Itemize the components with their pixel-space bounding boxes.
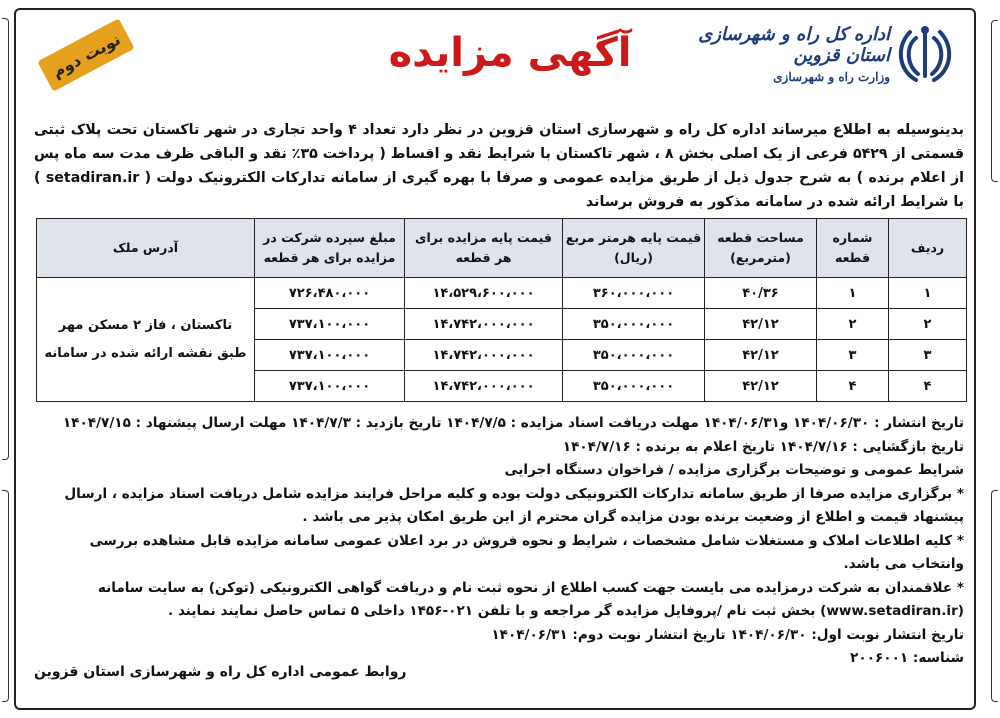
cell-area: ۴۲/۱۲ <box>705 340 817 371</box>
table-row <box>37 278 967 309</box>
publish-dates: تاریخ انتشار نوبت اول: ۱۴۰۴/۰۶/۳۰ تاریخ انتشار نوبت دوم: ۱۴۰۴/۰۶/۳۱ <box>491 626 964 643</box>
header-base-price: قیمت پایه مزایده برای هر قطعه <box>405 219 563 278</box>
header <box>30 18 960 106</box>
cell-deposit: ۷۳۷،۱۰۰،۰۰۰ <box>255 309 405 340</box>
right-edge-mark <box>991 20 998 182</box>
address-line-1: تاکستان ، فاز ۲ مسکن مهر <box>58 317 233 333</box>
cell-lot-number: ۲ <box>817 309 889 340</box>
cell-base-price: ۱۴،۵۲۹،۶۰۰،۰۰۰ <box>405 278 563 309</box>
right-edge-mark-lower <box>991 490 998 702</box>
left-edge-mark <box>2 18 9 460</box>
intro-paragraph: بدینوسیله به اطلاع میرساند اداره کل راه و شهرسازی استان قزوین در نظر دارد تعداد ۴ واحد تجاری در شهر تاکستان تحت پلاک ثبتی قسمتی از ۵۴۲۹ فرعی از یک اصلی بخش ۸ ، شهر تاکستان با شرایط نقد و اقساط ( پرداخت ۳۵٪ نقد و الباقی ظرف مدت سه ماه پس از اعلام برنده ) به شرح جدول ذیل از طریق مزایده عمومی و صرفا با بهره گیری از سامانه تدارکات الکترونیک دولت ( setadiran.ir ) با شرایط ارائه شده در سامانه مذکور به فروش برساند <box>34 122 964 210</box>
cell-area: ۴۲/۱۲ <box>705 371 817 402</box>
condition-bullet-2: * کلیه اطلاعات املاک و مستغلات شامل مشخصات ، شرایط و نحوه فروش در برد اعلان عمومی سامانه مزایده قابل مشاهده بررسی وانتخاب می باشد. <box>89 532 964 572</box>
opening-dates-line: تاریخ بازگشایی : ۱۴۰۴/۷/۱۶ تاریخ اعلام به برنده : ۱۴۰۴/۷/۱۶ <box>562 438 964 455</box>
cell-base-price: ۱۴،۷۴۲،۰۰۰،۰۰۰ <box>405 309 563 340</box>
cell-row-number: ۲ <box>889 309 967 340</box>
condition-bullet-1: * برگزاری مزایده صرفا از طریق سامانه تدارکات الکترونیکی دولت بوده و کلیه مراحل فرایند مزایده شامل دریافت اسناد مزایده ، ارسال پیشنهاد قیمت و اطلاع از وضعیت برنده بودن مزایده گران محترم از این طریق امکان پذیر می باشد . <box>64 485 964 525</box>
cell-price-per-meter: ۳۵۰،۰۰۰،۰۰۰ <box>563 371 705 402</box>
cell-deposit: ۷۳۷،۱۰۰،۰۰۰ <box>255 340 405 371</box>
auction-table <box>36 218 966 402</box>
cell-base-price: ۱۴،۷۴۲،۰۰۰،۰۰۰ <box>405 371 563 402</box>
cell-row-number: ۳ <box>889 340 967 371</box>
org-name: اداره کل راه و شهرسازی استان قزوین <box>698 24 890 66</box>
header-area: مساحت قطعه (مترمربع) <box>705 219 817 278</box>
org-logo-text <box>650 24 890 84</box>
footer-signature: روابط عمومی اداره کل راه و شهرسازی استان قزوین <box>34 664 407 680</box>
cell-row-number: ۱ <box>889 278 967 309</box>
cell-area: ۴۰/۳۶ <box>705 278 817 309</box>
cell-price-per-meter: ۳۵۰،۰۰۰،۰۰۰ <box>563 309 705 340</box>
cell-area: ۴۲/۱۲ <box>705 309 817 340</box>
ministry-name: وزارت راه و شهرسازی <box>773 70 890 84</box>
cell-address <box>37 278 255 402</box>
cell-deposit: ۷۲۶،۴۸۰،۰۰۰ <box>255 278 405 309</box>
header-lot-number: شماره قطعه <box>817 219 889 278</box>
badge-label: نوبت دوم <box>48 29 124 81</box>
cell-lot-number: ۳ <box>817 340 889 371</box>
cell-price-per-meter: ۳۵۰،۰۰۰،۰۰۰ <box>563 340 705 371</box>
conditions-heading: شرایط عمومی و توضیحات برگزاری مزایده / فراخوان دستگاه اجرایی <box>504 462 964 478</box>
condition-bullet-3: * علاقمندان به شرکت درمزایده می بایست جهت کسب اطلاع از نحوه ثبت نام و دریافت گواهی الکترونیکی (توکن) به سایت سامانه (www.setadiran.ir) بخش ثبت نام /پروفایل مزایده گر مراجعه و با تلفن ۰۲۱-۱۴۵۶ داخلی ۵ تماس حاصل نمایند نمایند . <box>97 579 964 619</box>
cell-row-number: ۴ <box>889 371 967 402</box>
header-row-number: ردیف <box>889 219 967 278</box>
dates-line: تاریخ انتشار : ۱۴۰۴/۰۶/۳۰ و۱۴۰۴/۰۶/۳۱ مهلت دریافت اسناد مزایده : ۱۴۰۴/۷/۵ تاریخ بازدید : ۱۴۰۴/۷/۳ مهلت ارسال پیشنهاد : ۱۴۰۴/۷/۱۵ <box>62 415 964 431</box>
iran-emblem-icon <box>898 24 952 86</box>
header-address: آدرس ملک <box>37 219 255 278</box>
address-line-2: طبق نقشه ارائه شده در سامانه <box>44 345 247 361</box>
auction-details <box>34 412 964 671</box>
round-badge <box>34 24 144 94</box>
cell-lot-number: ۴ <box>817 371 889 402</box>
cell-price-per-meter: ۳۶۰،۰۰۰،۰۰۰ <box>563 278 705 309</box>
left-edge-mark-lower <box>2 490 9 702</box>
header-deposit: مبلغ سپرده شرکت در مزایده برای هر قطعه <box>255 219 405 278</box>
notice-id: شناسه: ۲۰۰۶۰۰۱ <box>850 650 964 666</box>
cell-deposit: ۷۳۷،۱۰۰،۰۰۰ <box>255 371 405 402</box>
page-title: آگهی مزایده <box>388 30 632 76</box>
cell-base-price: ۱۴،۷۴۲،۰۰۰،۰۰۰ <box>405 340 563 371</box>
cell-lot-number: ۱ <box>817 278 889 309</box>
header-price-per-meter: قیمت پایه هرمتر مربع (ریال) <box>563 219 705 278</box>
